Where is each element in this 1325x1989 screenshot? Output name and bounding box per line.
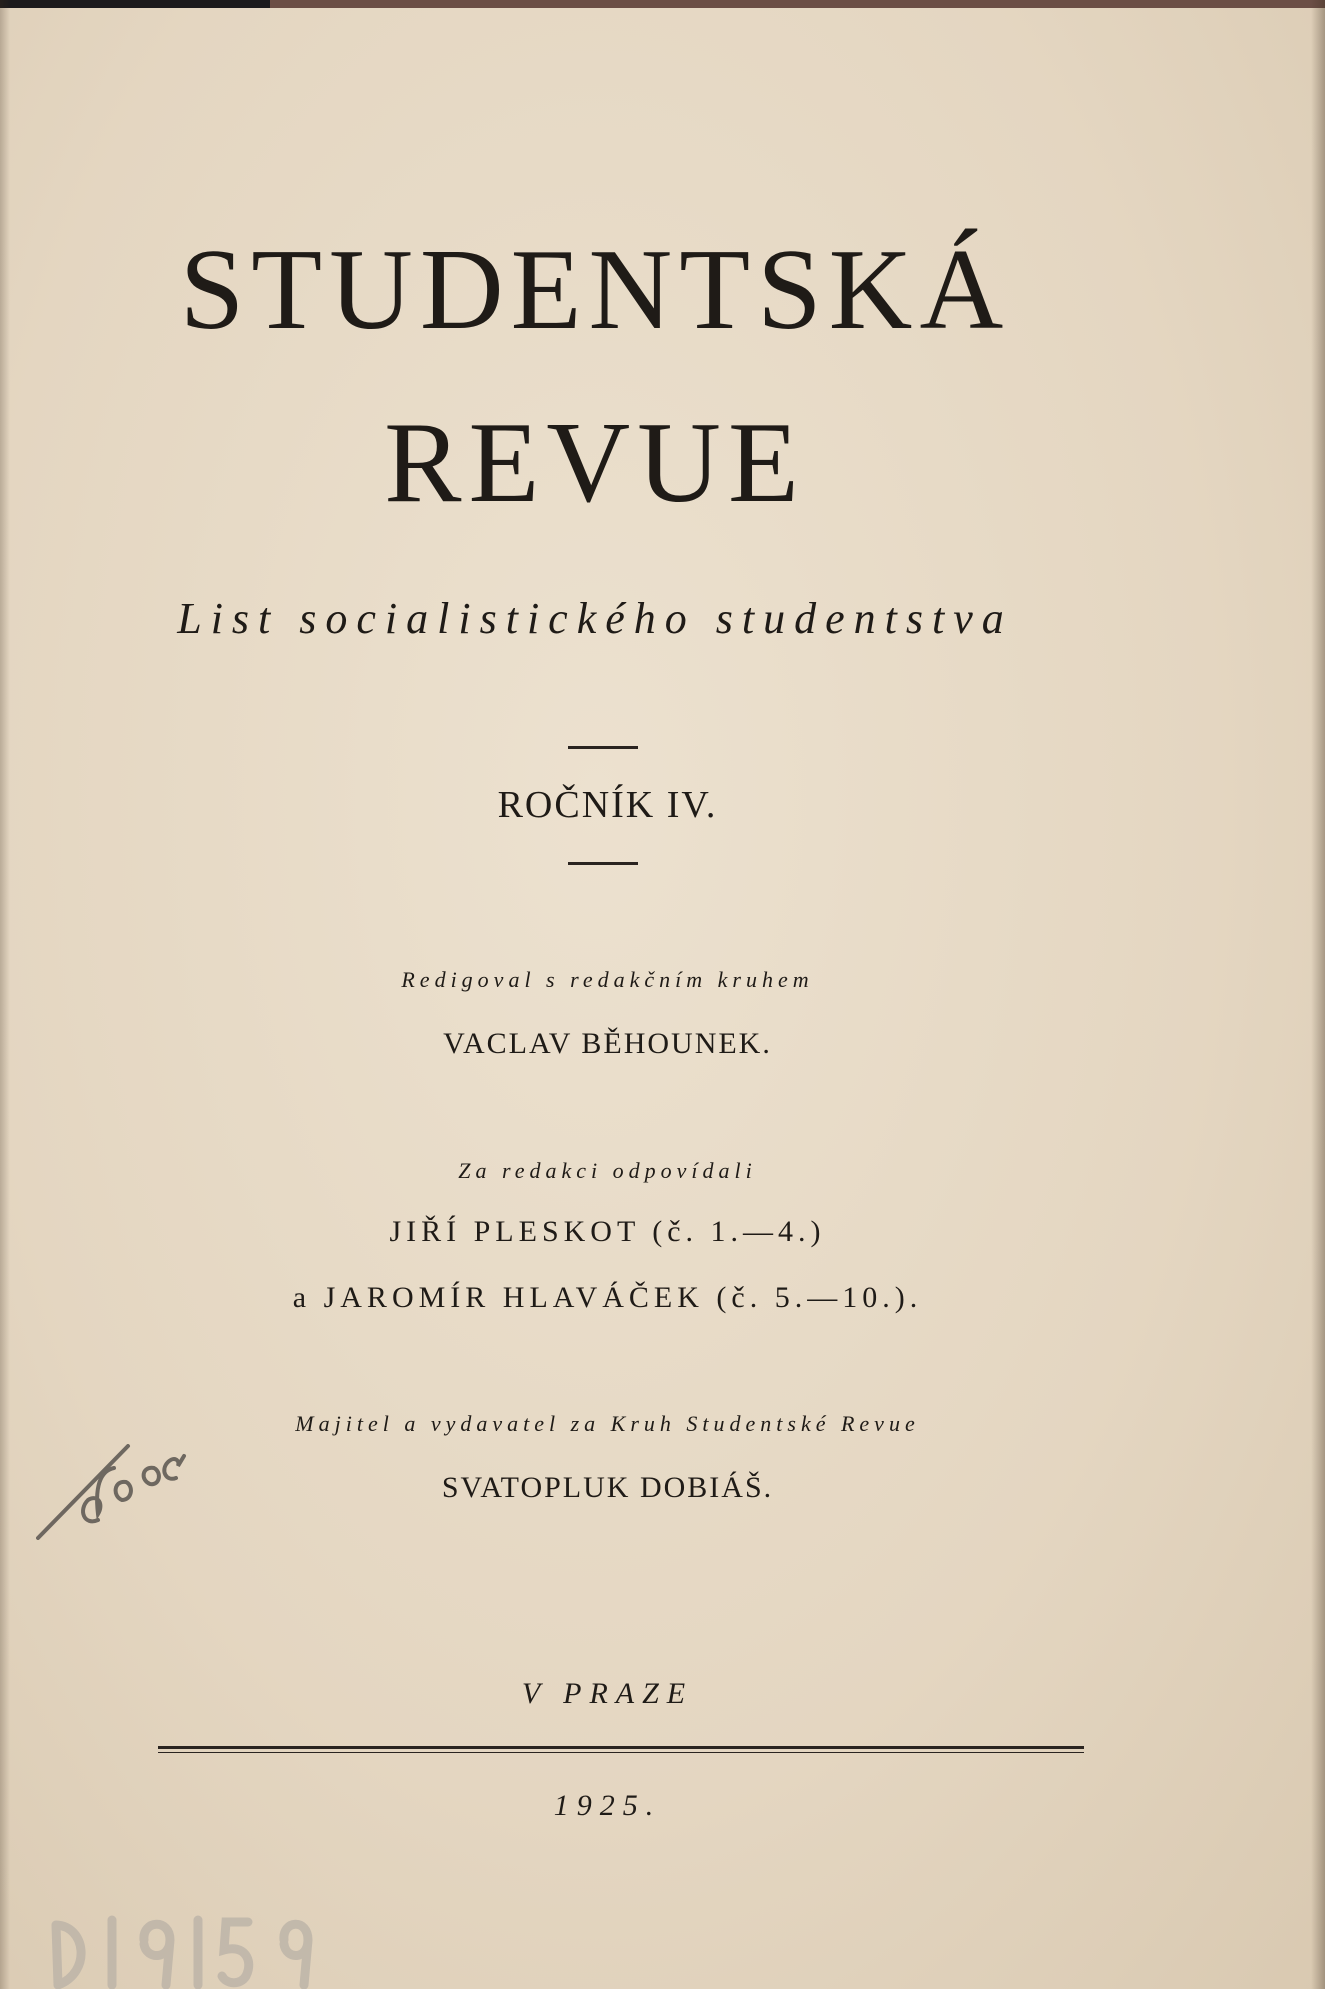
pencil-number-mark [38, 1446, 184, 1538]
responsible-line1: JIŘÍ PLESKOT (č. 1.—4.) [389, 1215, 826, 1248]
responsible-line2: a JAROMÍR HLAVÁČEK (č. 5.—10.). [292, 1281, 923, 1314]
journal-title-line2: REVUE [384, 399, 806, 527]
journal-subtitle: List socialistického studentstva [177, 594, 1013, 643]
responsible-caption: Za redakci odpovídali [458, 1158, 757, 1183]
imprint-year: 1925. [553, 1789, 662, 1822]
volume-label: ROČNÍK IV. [497, 784, 718, 826]
publisher-name: SVATOPLUK DOBIÁŠ. [441, 1471, 774, 1504]
journal-title-line1: STUDENTSKÁ [179, 226, 1011, 354]
publisher-caption: Majitel a vydavatel za Kruh Studentské Revue [295, 1411, 920, 1436]
editor-caption: Redigoval s redakčním kruhem [401, 967, 814, 992]
imprint-place: V PRAZE [521, 1677, 694, 1710]
shelf-mark-stamp [56, 1920, 308, 1985]
editor-name: VACLAV BĚHOUNEK. [443, 1027, 772, 1060]
